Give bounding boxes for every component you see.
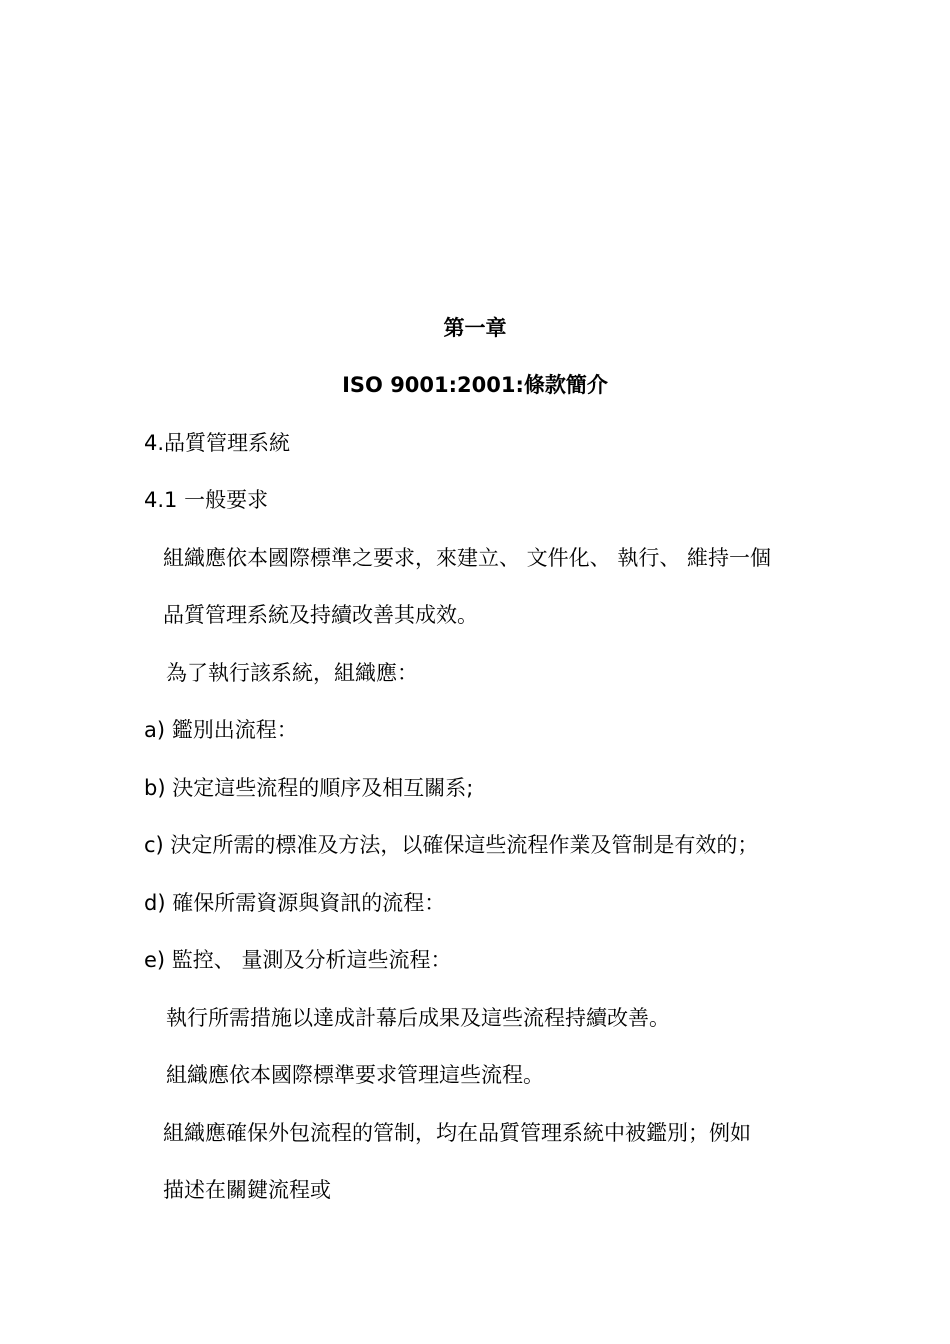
- paragraph-line: 執行所需措施以達成計幕后成果及這些流程持續改善。: [166, 1006, 670, 1030]
- section-heading: 4.品質管理系統: [144, 431, 291, 455]
- list-item: b) 決定這些流程的順序及相互關系;: [144, 776, 474, 800]
- chapter-title: 第一章: [443, 316, 507, 340]
- paragraph-line: 組織應確保外包流程的管制，均在品質管理系統中被鑑別；例如: [163, 1121, 751, 1145]
- list-intro: 為了執行該系統，組織應：: [166, 661, 418, 685]
- list-item: e) 監控、 量測及分析這些流程：: [144, 948, 452, 972]
- list-item: a) 鑑別出流程：: [144, 718, 298, 742]
- paragraph-line: 描述在關鍵流程或: [163, 1178, 331, 1202]
- chapter-subtitle: ISO 9001:2001:條款簡介: [342, 373, 608, 397]
- list-item: c) 決定所需的標准及方法，以確保這些流程作業及管制是有效的；: [144, 833, 759, 857]
- paragraph-line: 組織應依本國際標準之要求，來建立、 文件化、 執行、 維持一個: [163, 546, 772, 570]
- list-item: d) 確保所需資源與資訊的流程：: [144, 891, 446, 915]
- paragraph-line: 組織應依本國際標準要求管理這些流程。: [166, 1063, 544, 1087]
- paragraph-line: 品質管理系統及持續改善其成效。: [163, 603, 478, 627]
- subsection-heading: 4.1 一般要求: [144, 488, 269, 512]
